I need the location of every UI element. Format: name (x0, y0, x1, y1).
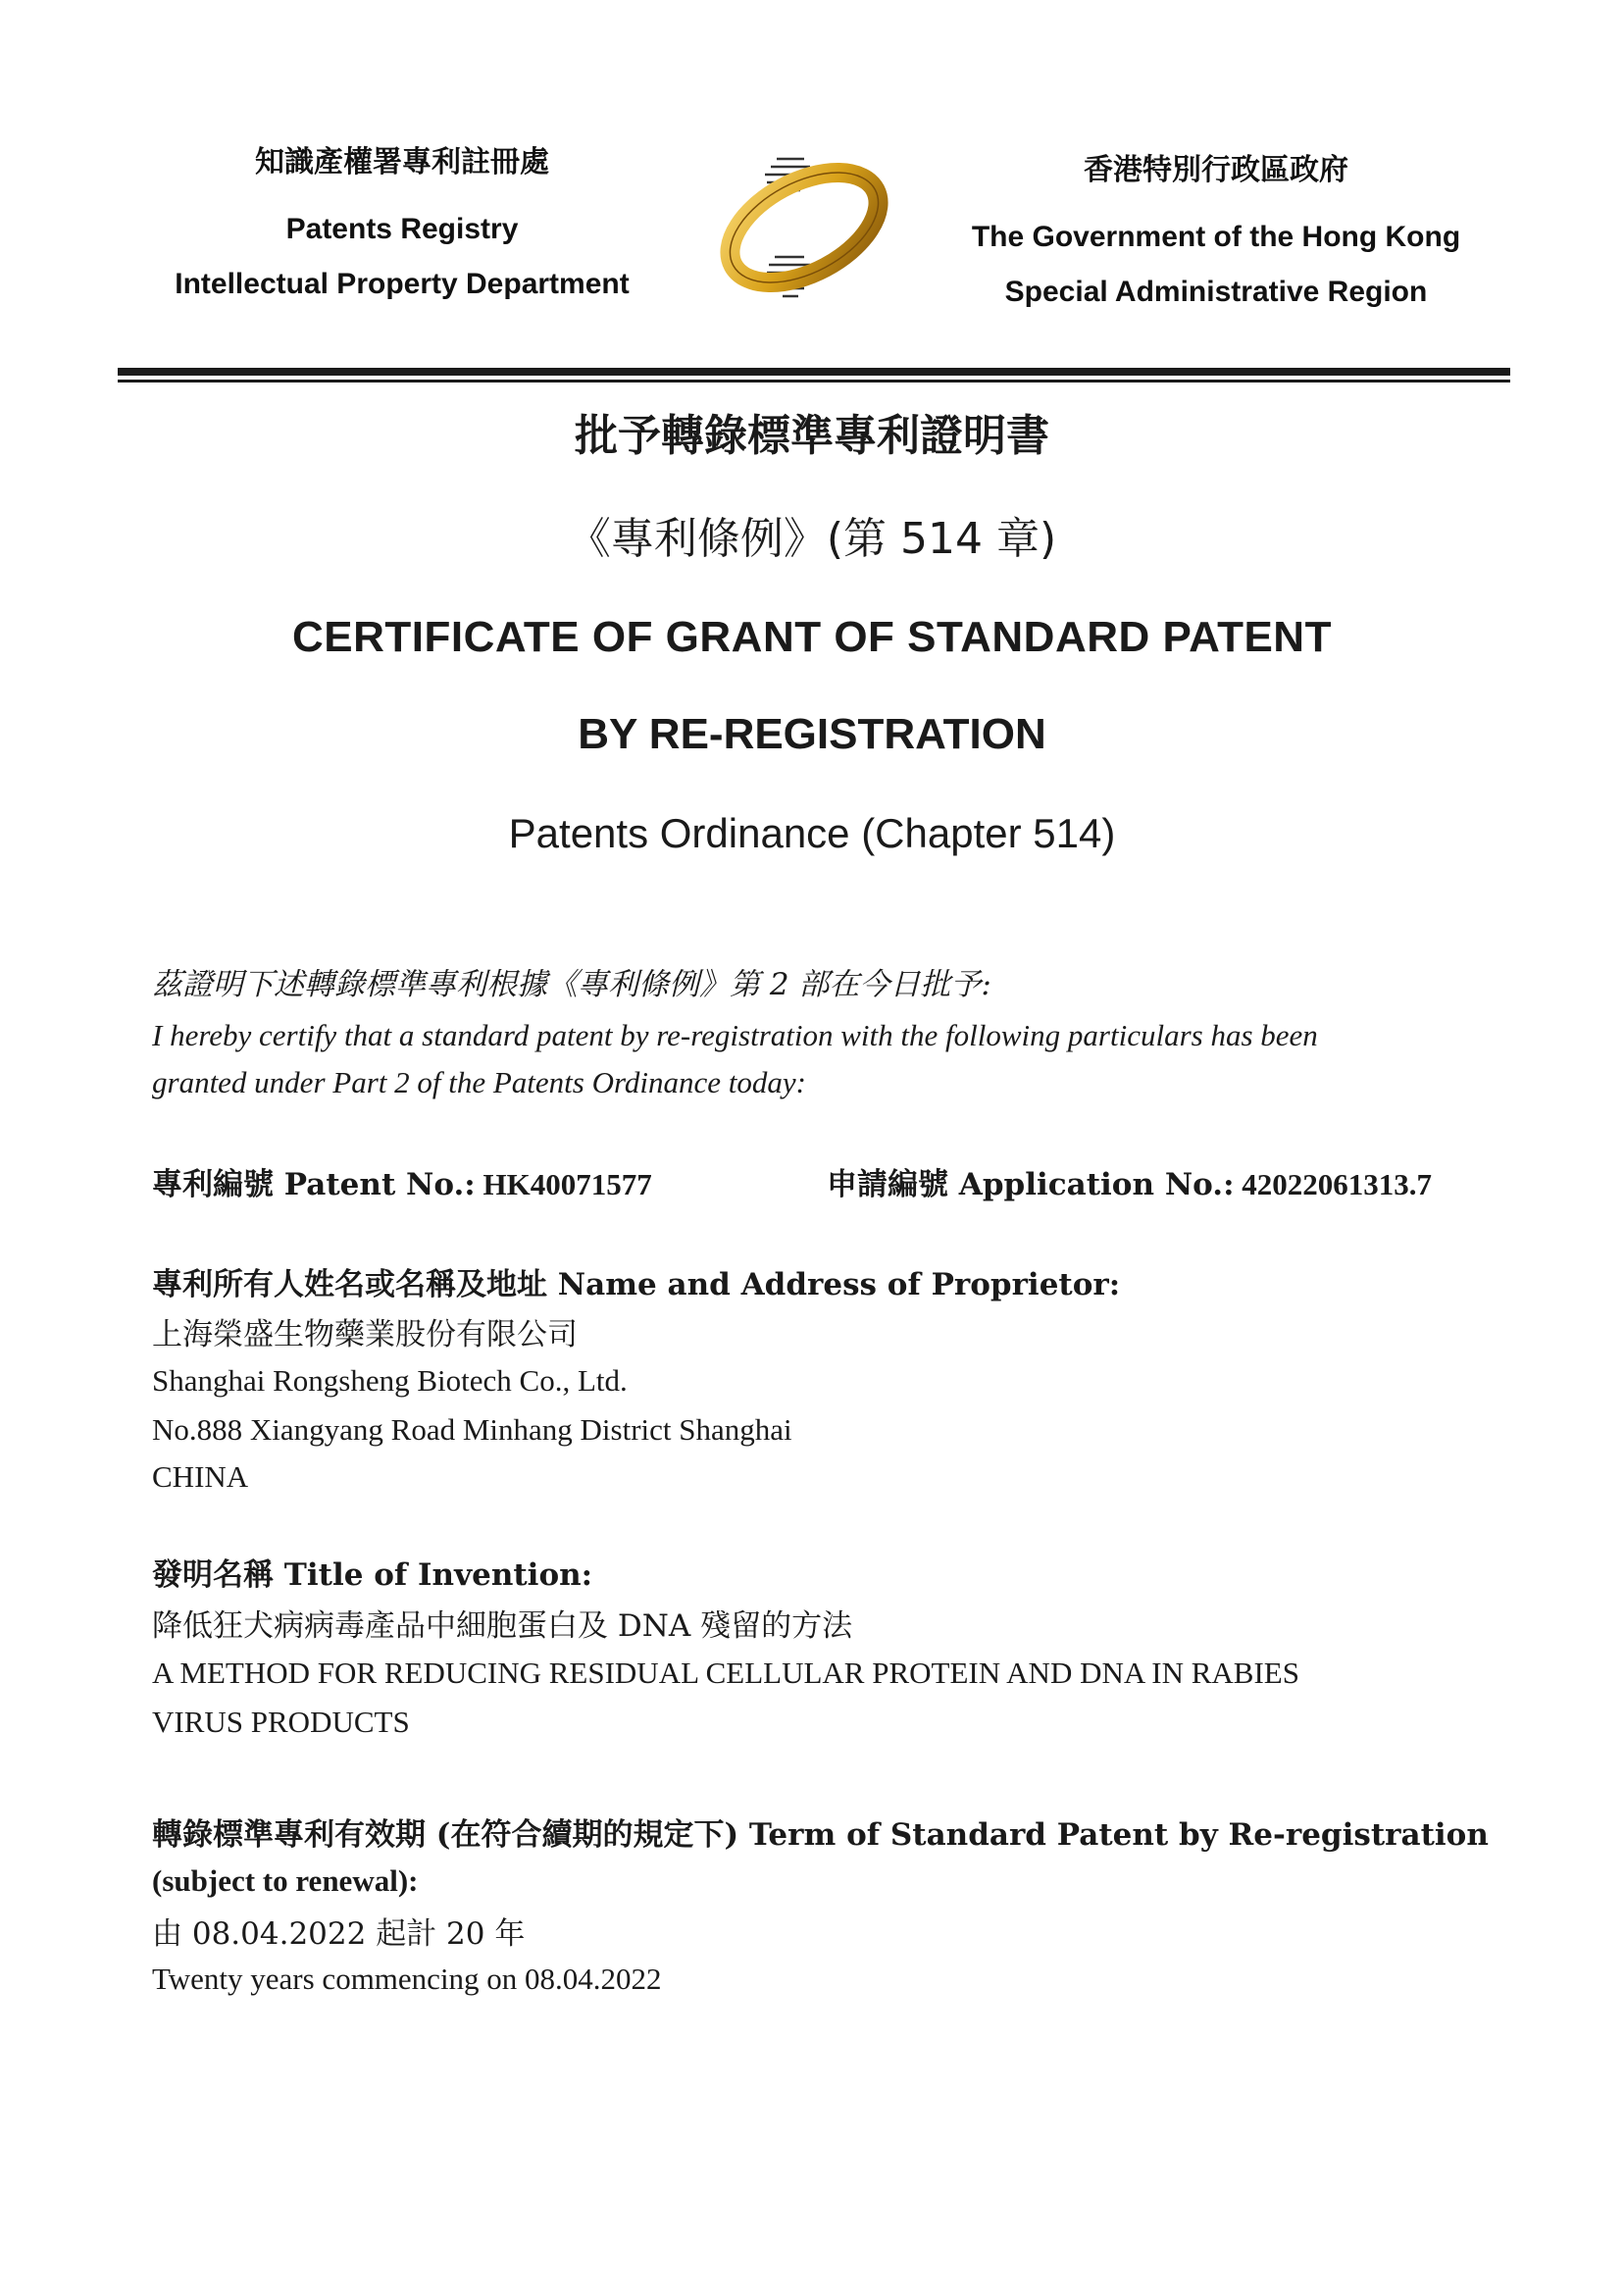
ordinance-title-en: Patents Ordinance (Chapter 514) (508, 810, 1116, 856)
term-label-2: (subject to renewal): (152, 1863, 419, 1898)
certificate-title-zh: 批予轉錄標準專利證明書 (575, 411, 1049, 461)
term-value-en: Twenty years commencing on 08.04.2022 (152, 1962, 662, 1996)
government-name-en-2: Special Administrative Region (1004, 276, 1428, 308)
patent-number-row (152, 1159, 652, 1203)
proprietor-country: CHINA (152, 1459, 249, 1494)
application-number-value: 42022061313.7 (1242, 1167, 1433, 1201)
department-name-en: Intellectual Property Department (175, 268, 630, 300)
proprietor-name-zh: 上海榮盛生物藥業股份有限公司 (152, 1317, 578, 1352)
patent-number-label: 專利編號 Patent No.: (152, 1167, 476, 1202)
proprietor-address: No.888 Xiangyang Road Minhang District Shanghai (152, 1412, 792, 1447)
header-rule-thin (118, 380, 1510, 382)
ip-department-logo (706, 147, 902, 314)
certificate-title-en-2: BY RE-REGISTRATION (578, 710, 1046, 758)
invention-title-en-2: VIRUS PRODUCTS (152, 1705, 410, 1739)
application-number-label: 申請編號 Application No.: (827, 1167, 1235, 1202)
header-right (941, 145, 1491, 320)
certify-statement-zh: 茲證明下述轉錄標準專利根據《專利條例》第 2 部在今日批予: (152, 967, 991, 1002)
header-left (147, 137, 657, 312)
proprietor-label: 專利所有人姓名或名稱及地址 Name and Address of Proprietor: (152, 1267, 1121, 1302)
invention-label: 發明名稱 Title of Invention: (152, 1557, 593, 1593)
certify-statement-en-1: I hereby certify that a standard patent by re-registration with the following particulars has been (152, 1018, 1318, 1052)
ordinance-title-zh: 《專利條例》(第 514 章) (567, 514, 1057, 564)
logo-ring (712, 150, 896, 305)
government-name-en-1: The Government of the Hong Kong (971, 221, 1461, 253)
invention-title-en-1: A METHOD FOR REDUCING RESIDUAL CELLULAR PROTEIN AND DNA IN RABIES (152, 1656, 1299, 1690)
application-number-row (827, 1159, 1432, 1203)
term-label-1: 轉錄標準專利有效期 (在符合續期的規定下) Term of Standard Patent by Re-registration (152, 1817, 1489, 1853)
patent-number-value: HK40071577 (482, 1167, 652, 1201)
invention-title-zh: 降低狂犬病病毒產品中細胞蛋白及 DNA 殘留的方法 (152, 1608, 853, 1644)
header-rule-thick (118, 368, 1510, 376)
certify-statement-en-2: granted under Part 2 of the Patents Ordinance today: (152, 1065, 806, 1099)
government-name-zh: 香港特別行政區政府 (1084, 153, 1348, 187)
proprietor-name-en: Shanghai Rongsheng Biotech Co., Ltd. (152, 1363, 628, 1398)
registry-name-zh: 知識產權署專利註冊處 (255, 145, 549, 179)
term-value-zh: 由 08.04.2022 起計 20 年 (152, 1916, 526, 1952)
registry-name-en: Patents Registry (285, 213, 519, 245)
certificate-title-en-1: CERTIFICATE OF GRANT OF STANDARD PATENT (292, 613, 1332, 661)
